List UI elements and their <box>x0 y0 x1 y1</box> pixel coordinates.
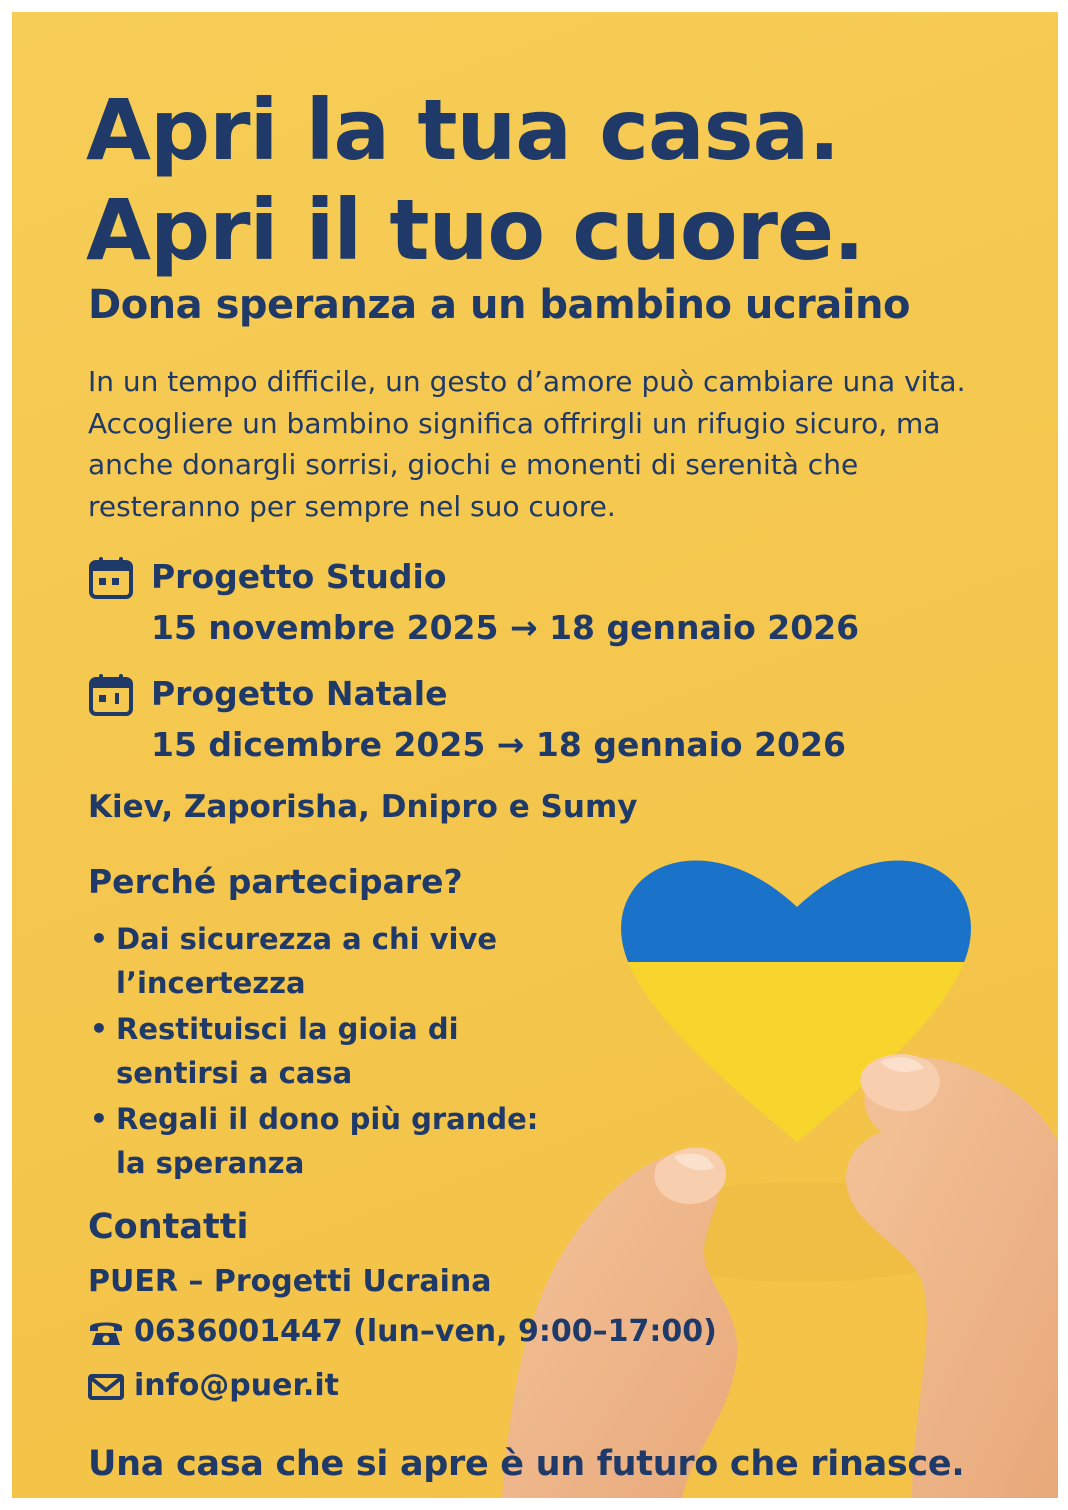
intro-paragraph: In un tempo difficile, un gesto d’amore può cambiare una vita. Accogliere un bambino significa offrirgli un rifugio sicuro, ma anche donargli sorrisi, giochi e monenti di serenità che resteranno per sempre nel suo cuore. <box>88 365 966 523</box>
phone-number[interactable]: 0636001447 (lun–ven, 9:00–17:00) <box>134 1314 717 1349</box>
envelope-icon <box>88 1371 124 1401</box>
contacts-heading: Contatti <box>88 1207 249 1247</box>
calendar-icon <box>88 555 134 601</box>
project-natale-dates: 15 dicembre 2025 → 18 gennaio 2026 <box>151 725 846 764</box>
list-item: • Dai sicurezza a chi vive l’incertezza <box>88 917 548 1005</box>
project-studio-dates: 15 novembre 2025 → 18 gennaio 2026 <box>151 608 860 647</box>
headline <box>86 80 864 280</box>
reasons-list <box>88 917 548 1187</box>
headline-line-2: Apri il tuo cuore. <box>86 181 864 279</box>
phone-contact[interactable] <box>88 1314 717 1349</box>
closing-slogan: Una casa che si apre è un futuro che rinasce. <box>88 1444 965 1484</box>
email-address[interactable]: info@puer.it <box>134 1368 340 1403</box>
subtitle: Dona speranza a un bambino ucraino <box>88 282 910 328</box>
locations: Kiev, Zaporisha, Dnipro e Sumy <box>88 789 638 825</box>
headline-line-1: Apri la tua casa. <box>86 81 840 179</box>
project-studio-name: Progetto Studio <box>151 557 447 596</box>
calendar-icon <box>88 672 134 718</box>
list-item: • Restituisci la gioia di sentirsi a casa <box>88 1007 548 1095</box>
organization-name: PUER – Progetti Ucraina <box>88 1264 492 1299</box>
list-item: • Regali il dono più grande: la speranza <box>88 1097 548 1185</box>
email-contact[interactable] <box>88 1368 339 1403</box>
project-natale-name: Progetto Natale <box>151 674 448 713</box>
poster <box>12 12 1058 1498</box>
why-heading: Perché partecipare? <box>88 862 463 901</box>
phone-icon <box>88 1317 124 1347</box>
